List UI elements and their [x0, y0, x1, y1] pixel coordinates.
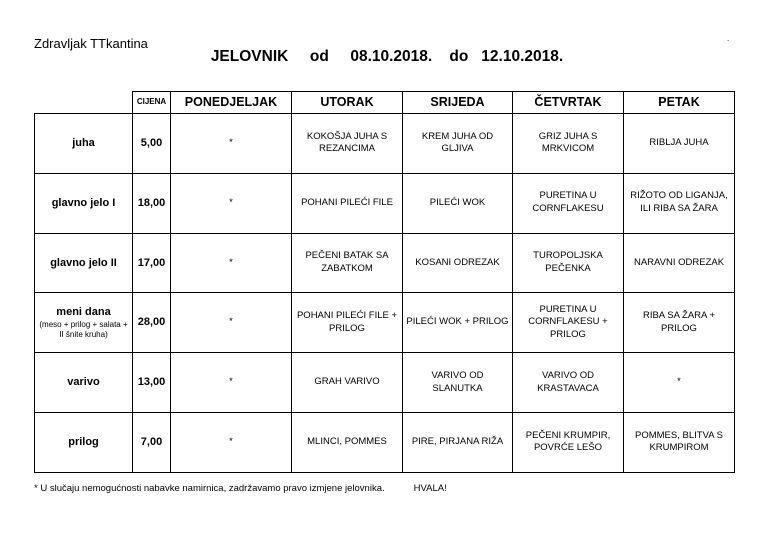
day-header-monday: PONEDJELJAK	[171, 92, 292, 114]
dish-cell-wednesday: KOSANI ODREZAK	[403, 233, 513, 293]
price-cell: 17,00	[133, 233, 171, 293]
dish-cell-tuesday: POHANI PILEĆI FILE	[292, 173, 403, 233]
dish-cell-thursday: GRIZ JUHA S MRKVICOM	[513, 114, 624, 174]
day-header-thursday: ČETVRTAK	[513, 92, 624, 114]
dish-cell-tuesday: PEČENI BATAK SA ZABATKOM	[292, 233, 403, 293]
dish-cell-monday: *	[171, 412, 292, 472]
price-header: CIJENA	[133, 92, 171, 114]
dish-cell-monday: *	[171, 173, 292, 233]
dish-cell-monday: *	[171, 353, 292, 413]
dish-cell-thursday: VARIVO OD KRASTAVACA	[513, 353, 624, 413]
category-name: meni dana	[56, 305, 111, 318]
dish-cell-wednesday: VARIVO OD SLANUTKA	[403, 353, 513, 413]
menu-row	[35, 114, 735, 174]
dish-cell-thursday: PURETINA U CORNFLAKESU + PRILOG	[513, 293, 624, 353]
category-name: glavno jelo I	[51, 196, 116, 209]
menu-row	[35, 353, 735, 413]
footer-note	[34, 483, 447, 494]
organization-name: Zdravljak TTkantina	[34, 36, 148, 51]
dish-cell-tuesday: KOKOŠJA JUHA S REZANCIMA	[292, 114, 403, 174]
day-header-wednesday: SRIJEDA	[403, 92, 513, 114]
dish-cell-tuesday: MLINCI, POMMES	[292, 412, 403, 472]
category-name: glavno jelo II	[50, 256, 117, 269]
category-cell	[35, 412, 133, 472]
menu-row	[35, 173, 735, 233]
dish-cell-monday: *	[171, 114, 292, 174]
category-name: varivo	[67, 376, 100, 389]
menu-row	[35, 233, 735, 293]
category-cell	[35, 233, 133, 293]
category-cell	[35, 353, 133, 413]
dish-cell-tuesday: POHANI PILEĆI FILE + PRILOG	[292, 293, 403, 353]
menu-row	[35, 293, 735, 353]
menu-title: JELOVNIK od 08.10.2018. do 12.10.2018.	[210, 48, 564, 65]
dish-cell-wednesday: PILEĆI WOK + PRILOG	[403, 293, 513, 353]
dish-cell-wednesday: PILEĆI WOK	[403, 173, 513, 233]
dish-cell-friday: *	[624, 353, 735, 413]
footer-thanks: HVALA!	[413, 483, 447, 494]
weekly-menu-table	[34, 91, 735, 473]
category-cell	[35, 173, 133, 233]
category-cell	[35, 114, 133, 174]
dish-cell-thursday: PURETINA U CORNFLAKESU	[513, 173, 624, 233]
dish-cell-monday: *	[171, 233, 292, 293]
dish-cell-wednesday: KREM JUHA OD GLJIVA	[403, 114, 513, 174]
category-name: juha	[72, 136, 95, 149]
category-cell	[35, 293, 133, 353]
dish-cell-friday: RIŽOTO OD LIGANJA, ILI RIBA SA ŽARA	[624, 173, 735, 233]
price-cell: 13,00	[133, 353, 171, 413]
dish-cell-thursday: PEČENI KRUMPIR, POVRĆE LEŠO	[513, 412, 624, 472]
day-header-tuesday: UTORAK	[292, 92, 403, 114]
dish-cell-friday: RIBLJA JUHA	[624, 114, 735, 174]
corner-dot: .	[727, 34, 730, 43]
category-note: (meso + prilog + salata + II šnite kruha)	[39, 319, 128, 340]
price-cell: 28,00	[133, 293, 171, 353]
day-header-friday: PETAK	[624, 92, 735, 114]
price-cell: 18,00	[133, 173, 171, 233]
dish-cell-thursday: TUROPOLJSKA PEČENKA	[513, 233, 624, 293]
price-cell: 5,00	[133, 114, 171, 174]
dish-cell-friday: RIBA SA ŽARA + PRILOG	[624, 293, 735, 353]
footer-disclaimer: * U slučaju nemogućnosti nabavke namirnica, zadržavamo pravo izmjene jelovnika.	[34, 483, 385, 494]
menu-row	[35, 412, 735, 472]
dish-cell-wednesday: PIRE, PIRJANA RIŽA	[403, 412, 513, 472]
dish-cell-friday: POMMES, BLITVA S KRUMPIROM	[624, 412, 735, 472]
header-row	[35, 92, 735, 114]
corner-cell	[35, 92, 133, 114]
dish-cell-friday: NARAVNI ODREZAK	[624, 233, 735, 293]
dish-cell-monday: *	[171, 293, 292, 353]
category-name: prilog	[68, 435, 99, 448]
price-cell: 7,00	[133, 412, 171, 472]
dish-cell-tuesday: GRAH VARIVO	[292, 353, 403, 413]
